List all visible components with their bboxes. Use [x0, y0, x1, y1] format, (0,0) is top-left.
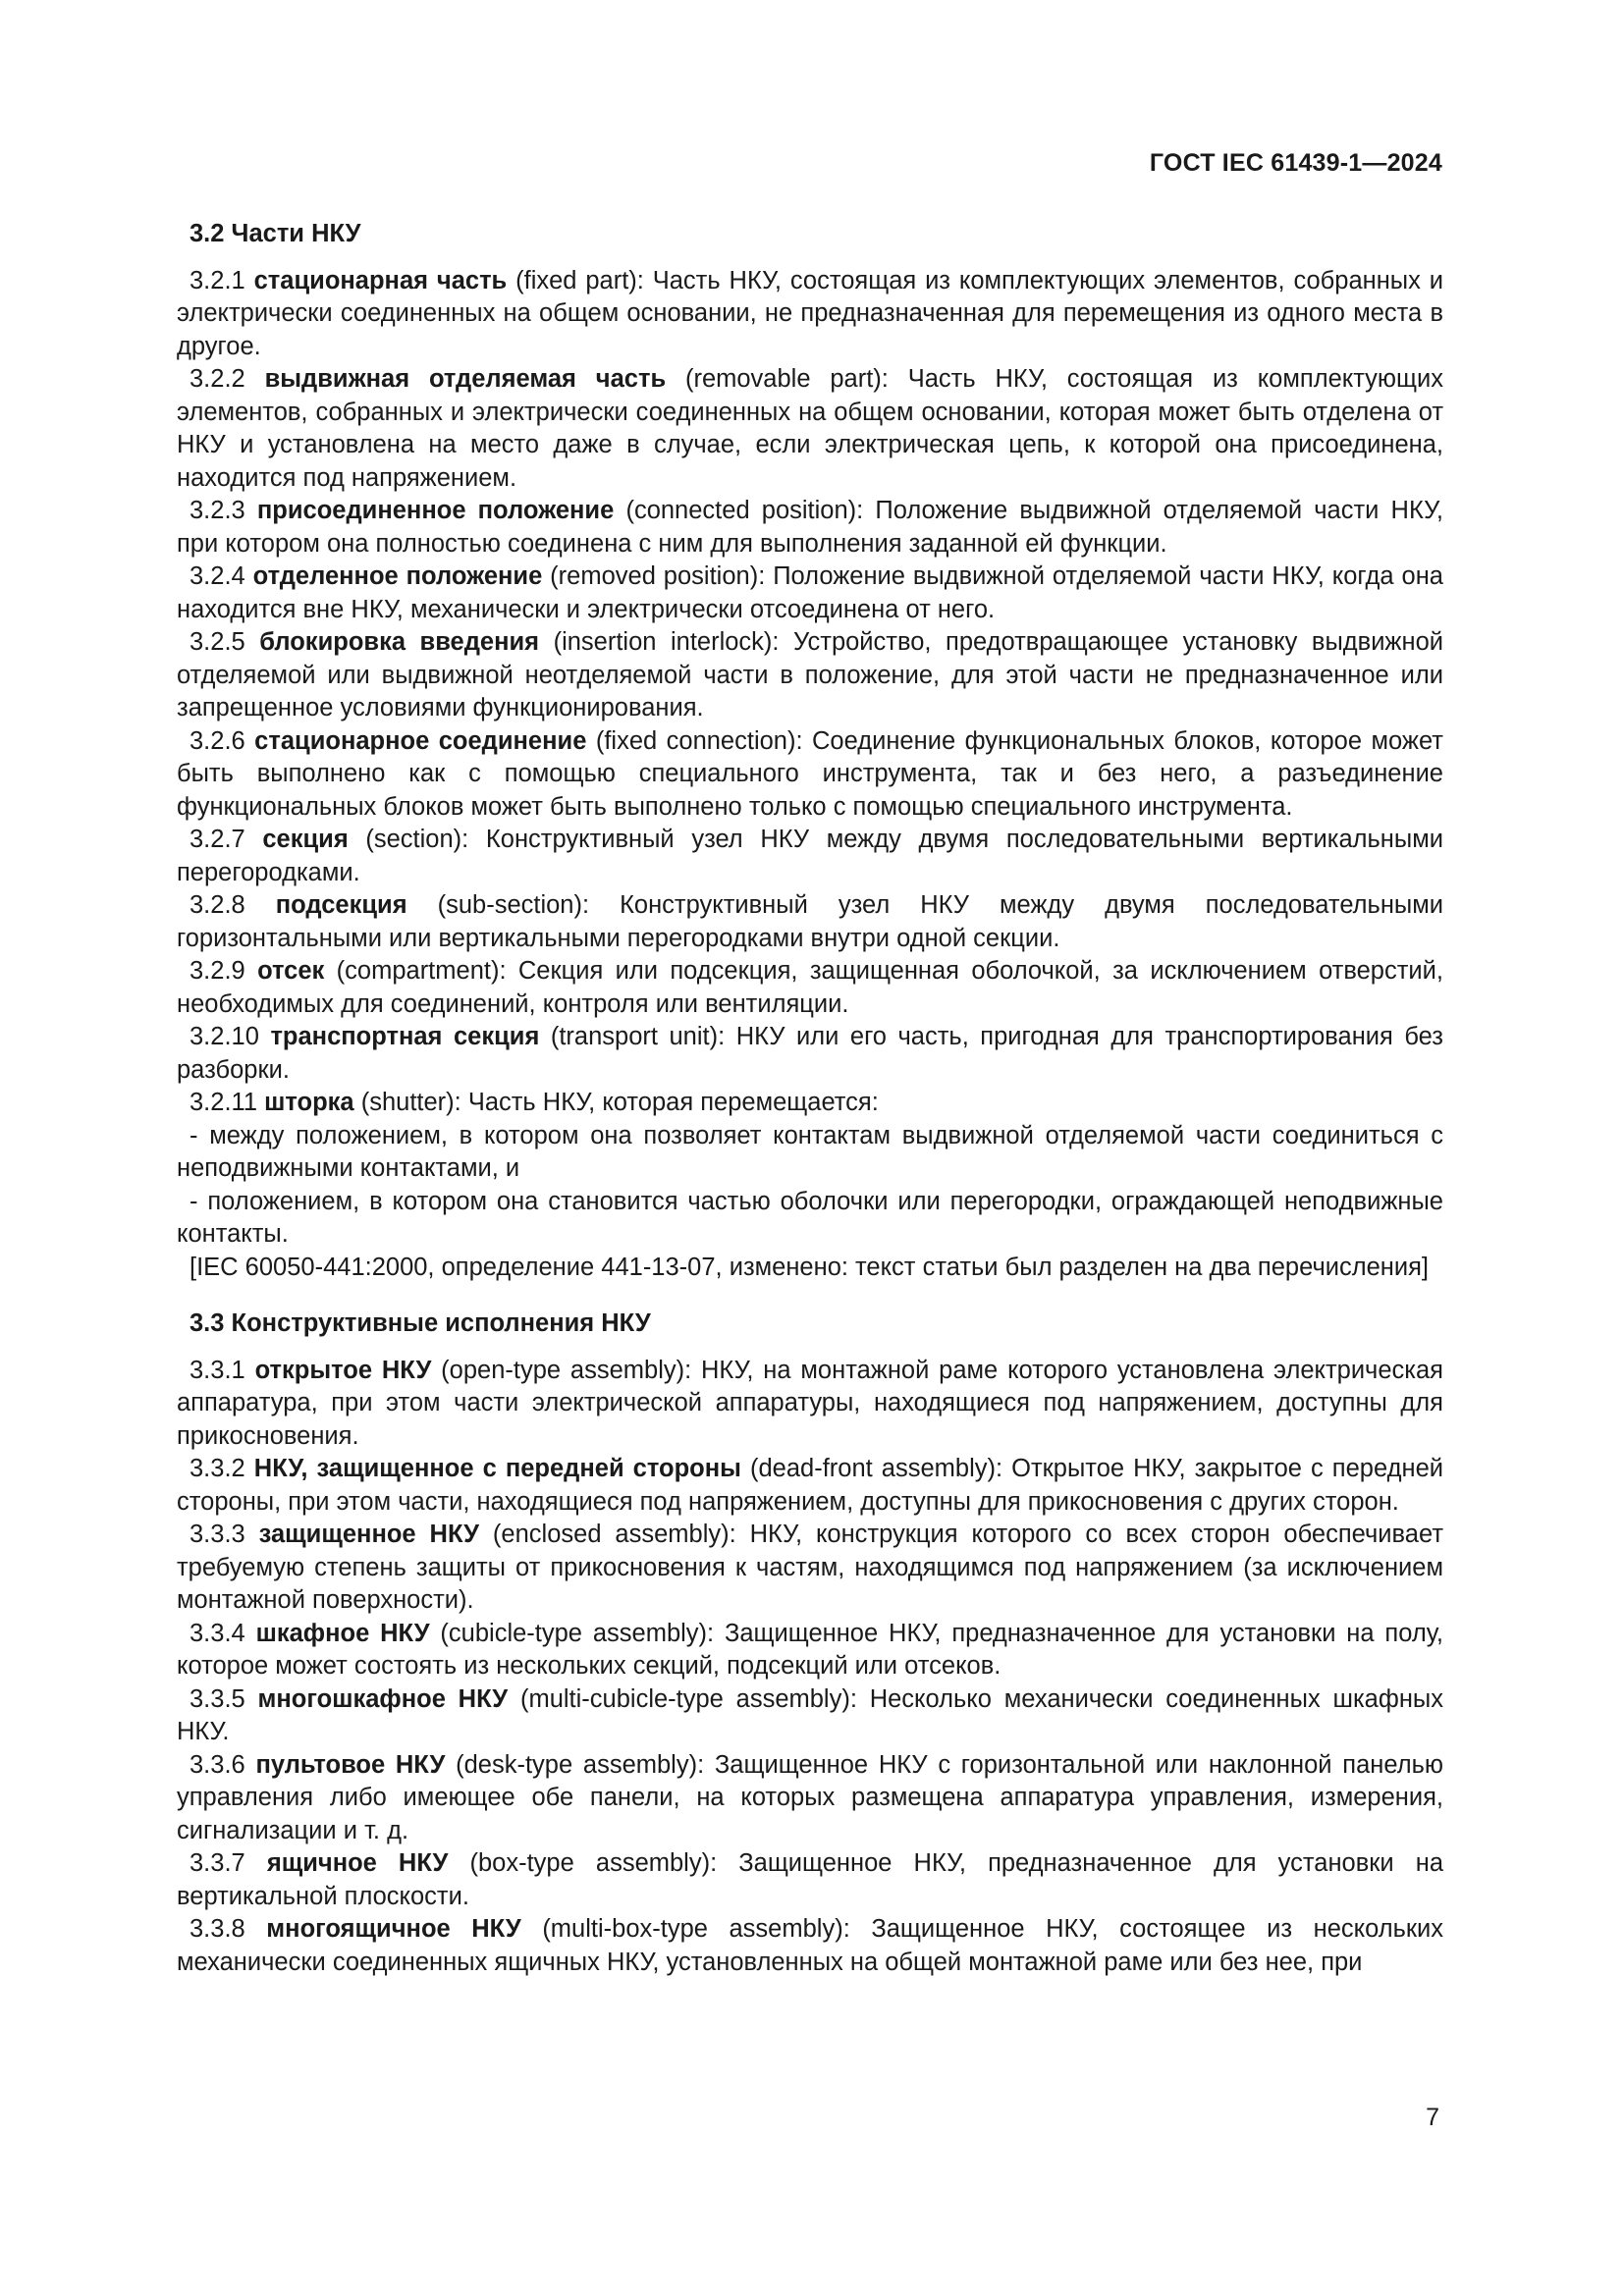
definition-text: (cubicle-type assembly): Защищенное НКУ, предназначенное для установки на полу, которое может состоять из нескольких секций, подсекций или отсеков. — [177, 1619, 1444, 1680]
definition-item — [177, 1087, 1443, 1120]
definition-text: (insertion interlock): Устройство, предотвращающее установку выдвижной отделяемой или выдвижной неотделяемой части в положение, для этой части не предназначенное или запрещенное условиями функционирования. — [177, 628, 1444, 721]
definition-number: 3.3.6 — [189, 1750, 245, 1779]
definition-term: пультовое НКУ — [255, 1750, 446, 1779]
definition-text: (enclosed assembly): НКУ, конструкция которого со всех сторон обеспечивает требуемую степень защиты от прикосновения к частям, находящимся под напряжением (за исключением монтажной поверхности). — [177, 1521, 1443, 1614]
definition-term: стационарное соединение — [254, 726, 587, 755]
definition-term: ящичное НКУ — [266, 1849, 449, 1877]
definition-text: (fixed part): Часть НКУ, состоящая из комплектующих элементов, собранных и электрически соединенных на общем основании, не предназначенная для перемещения из одного места в другое. — [177, 266, 1443, 360]
list-item: - между положением, в котором она позволяет контактам выдвижной отделяемой части соединиться с неподвижными контактами, и — [177, 1121, 1443, 1182]
section-heading-3-2: 3.2 Части НКУ — [189, 220, 361, 247]
definition-item — [177, 1847, 1443, 1913]
definition-item — [177, 626, 1443, 725]
definition-number: 3.3.8 — [189, 1915, 245, 1943]
definition-item — [177, 363, 1443, 495]
definition-term: транспортная секция — [270, 1023, 540, 1050]
definition-number: 3.2.4 — [189, 562, 245, 590]
definition-text: (sub-section): Конструктивный узел НКУ между двумя последовательными горизонтальными или вертикальными перегородками внутри одной секции. — [177, 891, 1443, 952]
definition-text: (open-type assembly): НКУ, на монтажной раме которого установлена электрическая аппаратура, при этом части электрической аппаратуры, находящиеся под напряжением, доступны для прикосновения. — [177, 1356, 1443, 1450]
definition-term: отсек — [257, 957, 325, 985]
definition-term: отделенное положение — [252, 562, 543, 590]
definition-term: многоящичное НКУ — [266, 1915, 521, 1943]
definition-text: (removable part): Часть НКУ, состоящая из комплектующих элементов, собранных и электрически соединенных на общем основании, которая может быть отделена от НКУ и установлена на место даже в случае, если электрическая цепь, к которой она присоединена, находится под напряжением. — [177, 365, 1444, 492]
definition-text: (fixed connection): Соединение функциональных блоков, которое может быть выполнено как с помощью специального инструмента, так и без него, а разъединение функциональных блоков может быть выполнено только с помощью специального инструмента. — [177, 726, 1443, 821]
definitions-list-3-3 — [177, 1355, 1443, 1980]
definition-item — [177, 1913, 1443, 1979]
definition-number: 3.2.11 — [189, 1089, 258, 1116]
definition-number: 3.2.10 — [189, 1023, 259, 1050]
definition-text: (multi-box-type assembly): Защищенное НКУ, состоящее из нескольких механически соединенных ящичных НКУ, установленных на общей монтажной раме или без нее, при — [177, 1915, 1444, 1976]
definition-number: 3.2.8 — [189, 891, 245, 919]
definition-number: 3.3.7 — [189, 1849, 245, 1877]
definition-term: НКУ, защищенное с передней стороны — [253, 1455, 741, 1482]
section-heading-3-3: 3.3 Конструктивные исполнения НКУ — [189, 1309, 651, 1337]
definition-term: шкафное НКУ — [255, 1619, 430, 1647]
definition-term: выдвижная отделяемая часть — [264, 365, 667, 393]
definition-item — [177, 955, 1443, 1021]
definition-number: 3.3.1 — [189, 1356, 245, 1384]
list-item: - положением, в котором она становится частью оболочки или перегородки, ограждающей неподвижные контакты. — [177, 1187, 1443, 1248]
definition-item — [177, 1355, 1443, 1454]
definition-item — [177, 725, 1443, 825]
definition-item — [177, 889, 1443, 955]
definition-number: 3.2.1 — [189, 266, 245, 294]
definition-text: (dead-front assembly): Открытое НКУ, закрытое с передней стороны, при этом части, находящиеся под напряжением, доступны для прикосновения с других сторон. — [177, 1455, 1443, 1516]
definition-number: 3.3.3 — [189, 1521, 245, 1548]
definition-text: (shutter): Часть НКУ, которая перемещается: — [353, 1089, 879, 1116]
source-reference-note: [IEC 60050-441:2000, определение 441-13-07, изменено: текст статьи был разделен на два перечисления] — [189, 1253, 1430, 1281]
page-number: 7 — [1426, 2104, 1439, 2131]
definition-text: (removed position): Положение выдвижной отделяемой части НКУ, когда она находится вне НКУ, механически и электрически отсоединена от него. — [177, 562, 1443, 623]
definition-term: присоединенное положение — [256, 497, 615, 524]
definition-item — [177, 1683, 1443, 1749]
document-body — [177, 218, 1443, 1979]
definition-term: секция — [262, 826, 349, 853]
definition-number: 3.2.5 — [189, 628, 245, 656]
definition-text: (compartment): Секция или подсекция, защищенная оболочкой, за исключением отверстий, необходимых для соединений, контроля или вентиляции. — [177, 957, 1443, 1018]
definition-text: (connected position): Положение выдвижной отделяемой части НКУ, при котором она полностью соединена с ним для выполнения заданной ей функции. — [177, 497, 1443, 558]
definition-item — [177, 495, 1443, 561]
definition-number: 3.3.5 — [189, 1684, 245, 1713]
definition-number: 3.2.7 — [189, 826, 245, 853]
definition-item — [177, 1519, 1443, 1618]
definition-number: 3.2.3 — [189, 497, 245, 524]
definition-item — [177, 1618, 1443, 1683]
definition-number: 3.2.6 — [189, 726, 245, 755]
definition-number: 3.2.2 — [189, 365, 245, 393]
definition-number: 3.3.2 — [189, 1455, 245, 1482]
definition-item — [177, 1749, 1443, 1848]
definition-text: (box-type assembly): Защищенное НКУ, предназначенное для установки на вертикальной плоскости. — [177, 1849, 1444, 1910]
definition-term: стационарная часть — [253, 266, 508, 294]
definition-term: открытое НКУ — [254, 1356, 432, 1384]
definition-term: шторка — [264, 1089, 354, 1116]
definition-text: (desk-type assembly): Защищенное НКУ с горизонтальной или наклонной панелью управления либо имеющее обе панели, на которых размещена аппаратура управления, измерения, сигнализации и т. д. — [177, 1750, 1443, 1844]
definition-text: (transport unit): НКУ или его часть, пригодная для транспортирования без разборки. — [177, 1023, 1443, 1084]
document-standard-id: ГОСТ IEC 61439-1—2024 — [1149, 149, 1442, 177]
definition-term: блокировка введения — [259, 628, 540, 656]
definition-term: многошкафное НКУ — [257, 1684, 509, 1713]
definition-item — [177, 824, 1443, 889]
definition-term: подсекция — [275, 891, 407, 919]
definitions-list-3-2 — [177, 265, 1443, 1120]
definition-text: (section): Конструктивный узел НКУ между двумя последовательными вертикальными перегородками. — [177, 826, 1443, 886]
definition-item — [177, 1453, 1443, 1519]
definition-item — [177, 1021, 1443, 1087]
definition-term: защищенное НКУ — [258, 1521, 480, 1548]
definition-number: 3.2.9 — [189, 957, 245, 985]
definition-text: (multi-cubicle-type assembly): Несколько механически соединенных шкафных НКУ. — [177, 1684, 1443, 1745]
definition-item — [177, 561, 1443, 626]
definition-number: 3.3.4 — [189, 1619, 245, 1647]
definition-item — [177, 265, 1443, 364]
